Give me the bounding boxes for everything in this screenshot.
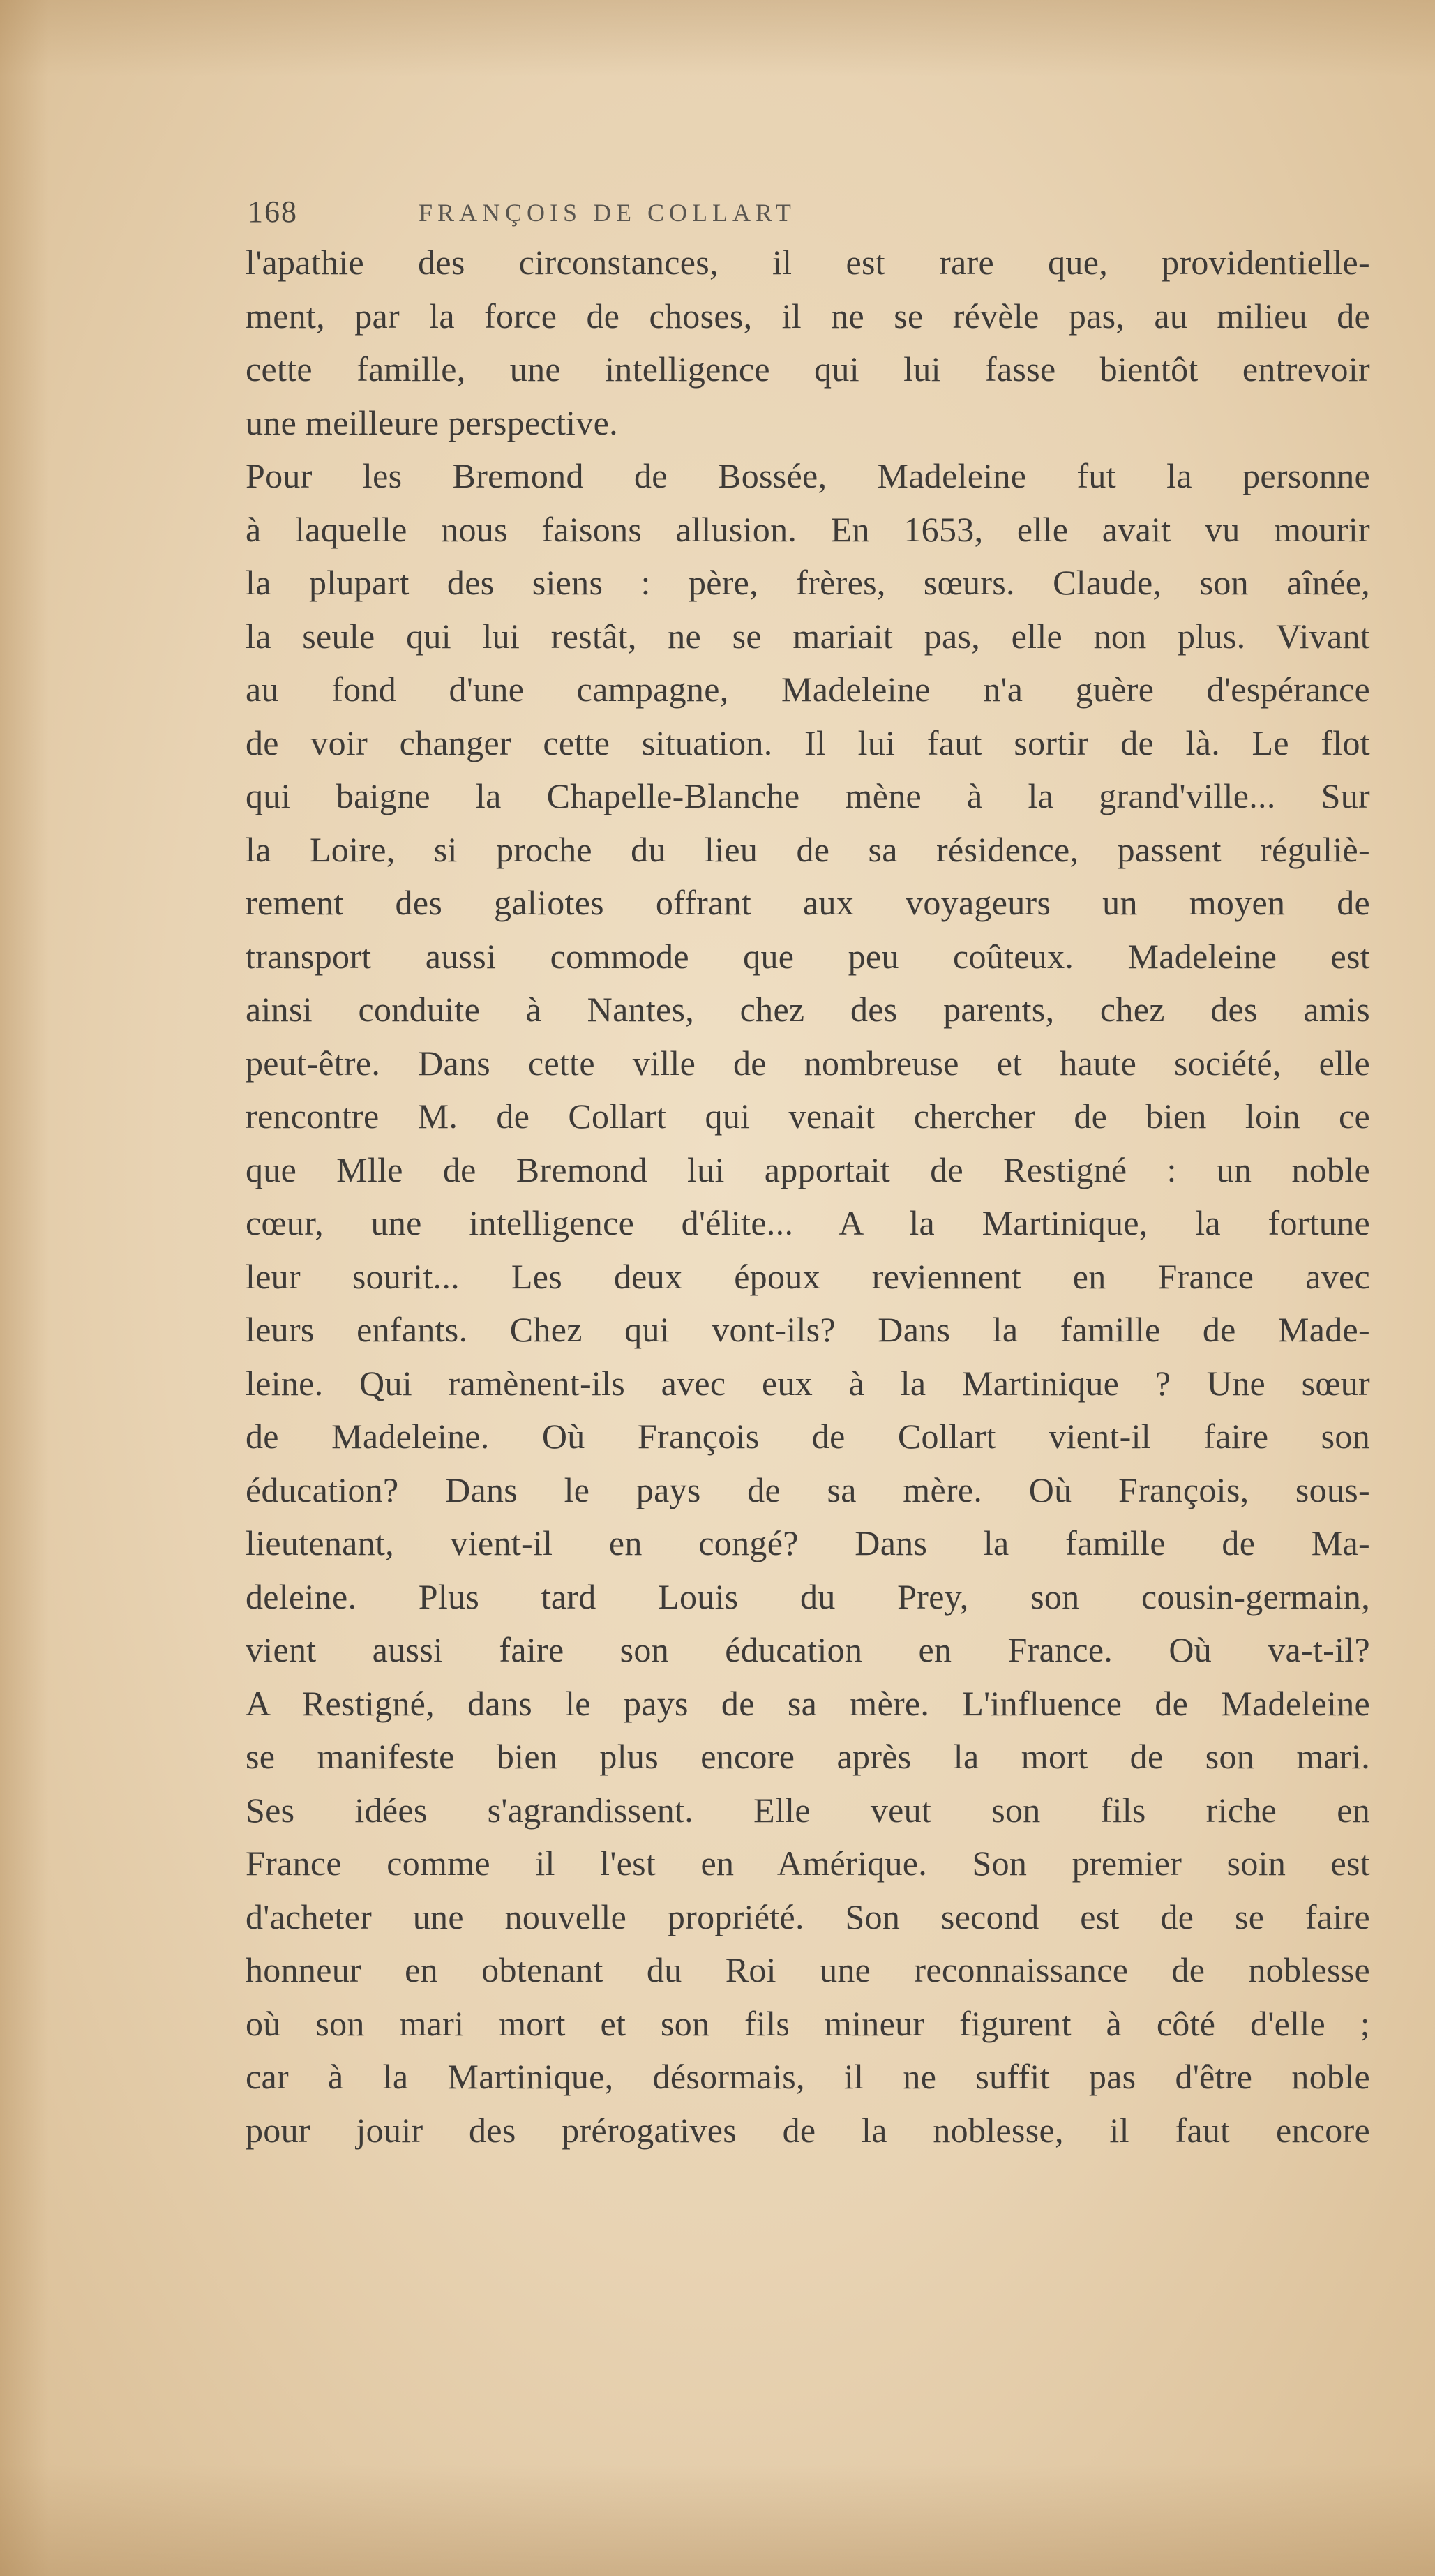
text-line: lieutenant, vient-il en congé? Dans la famille de Ma- bbox=[246, 1523, 1370, 1562]
text-line: transport aussi commode que peu coûteux. Madeleine est bbox=[246, 936, 1370, 976]
text-line: qui baigne la Chapelle-Blanche mène à la grand'ville... Sur bbox=[246, 776, 1370, 815]
text-line: où son mari mort et son fils mineur figurent à côté d'elle ; bbox=[246, 2003, 1370, 2043]
text-line: vient aussi faire son éducation en France. Où va-t-il? bbox=[246, 1630, 1370, 1669]
text-line: leine. Qui ramènent-ils avec eux à la Martinique ? Une sœur bbox=[246, 1363, 1370, 1403]
text-line: pour jouir des prérogatives de la noblesse, il faut encore bbox=[246, 2110, 1370, 2150]
text-line: A Restigné, dans le pays de sa mère. L'influence de Madeleine bbox=[246, 1683, 1370, 1723]
text-line: deleine. Plus tard Louis du Prey, son cousin-germain, bbox=[246, 1576, 1370, 1616]
text-line: se manifeste bien plus encore après la mort de son mari. bbox=[246, 1737, 1370, 1776]
text-line: leurs enfants. Chez qui vont-ils? Dans la famille de Made- bbox=[246, 1310, 1370, 1349]
paper-edge-shadow-bottom bbox=[0, 2464, 1435, 2576]
text-line: honneur en obtenant du Roi une reconnaissance de noblesse bbox=[246, 1950, 1370, 1989]
text-line: France comme il l'est en Amérique. Son premier soin est bbox=[246, 1844, 1370, 1883]
text-line: Pour les Bremond de Bossée, Madeleine fut la personne bbox=[246, 456, 1370, 495]
text-line: peut-être. Dans cette ville de nombreuse et haute société, elle bbox=[246, 1043, 1370, 1083]
text-line: de voir changer cette situation. Il lui faut sortir de là. Le flot bbox=[246, 723, 1370, 762]
text-line: à laquelle nous faisons allusion. En 1653, elle avait vu mourir bbox=[246, 509, 1370, 549]
text-line: que Mlle de Bremond lui apportait de Restigné : un noble bbox=[246, 1150, 1370, 1189]
text-line: leur sourit... Les deux époux reviennent en France avec bbox=[246, 1256, 1370, 1296]
running-title: FRANÇOIS DE COLLART bbox=[419, 199, 796, 227]
paper-edge-shadow-top bbox=[0, 0, 1435, 77]
text-line: car à la Martinique, désormais, il ne suffit pas d'être noble bbox=[246, 2057, 1370, 2096]
text-line: la plupart des siens : père, frères, sœurs. Claude, son aînée, bbox=[246, 563, 1370, 602]
paper-edge-shadow-left bbox=[0, 0, 49, 2576]
text-line: la Loire, si proche du lieu de sa résidence, passent réguliè- bbox=[246, 829, 1370, 869]
text-line: la seule qui lui restât, ne se mariait pas, elle non plus. Vivant bbox=[246, 616, 1370, 656]
text-line: ainsi conduite à Nantes, chez des parents, chez des amis bbox=[246, 990, 1370, 1029]
body-text bbox=[246, 236, 1370, 2157]
text-line: éducation? Dans le pays de sa mère. Où François, sous- bbox=[246, 1470, 1370, 1509]
text-line: d'acheter une nouvelle propriété. Son second est de se faire bbox=[246, 1897, 1370, 1936]
text-line: cette famille, une intelligence qui lui fasse bientôt entrevoir bbox=[246, 349, 1370, 389]
text-line: ment, par la force de choses, il ne se révèle pas, au milieu de bbox=[246, 296, 1370, 336]
text-line: rencontre M. de Collart qui venait chercher de bien loin ce bbox=[246, 1097, 1370, 1136]
text-line: de Madeleine. Où François de Collart vient-il faire son bbox=[246, 1417, 1370, 1456]
page-header bbox=[0, 194, 1435, 236]
text-line: au fond d'une campagne, Madeleine n'a guère d'espérance bbox=[246, 670, 1370, 709]
text-line: rement des galiotes offrant aux voyageurs un moyen de bbox=[246, 883, 1370, 922]
page-number: 168 bbox=[248, 195, 298, 229]
text-line: une meilleure perspective. bbox=[246, 402, 618, 442]
text-line: l'apathie des circonstances, il est rare que, providentielle- bbox=[246, 243, 1370, 282]
text-line: Ses idées s'agrandissent. Elle veut son fils riche en bbox=[246, 1790, 1370, 1830]
text-line: cœur, une intelligence d'élite... A la Martinique, la fortune bbox=[246, 1203, 1370, 1242]
